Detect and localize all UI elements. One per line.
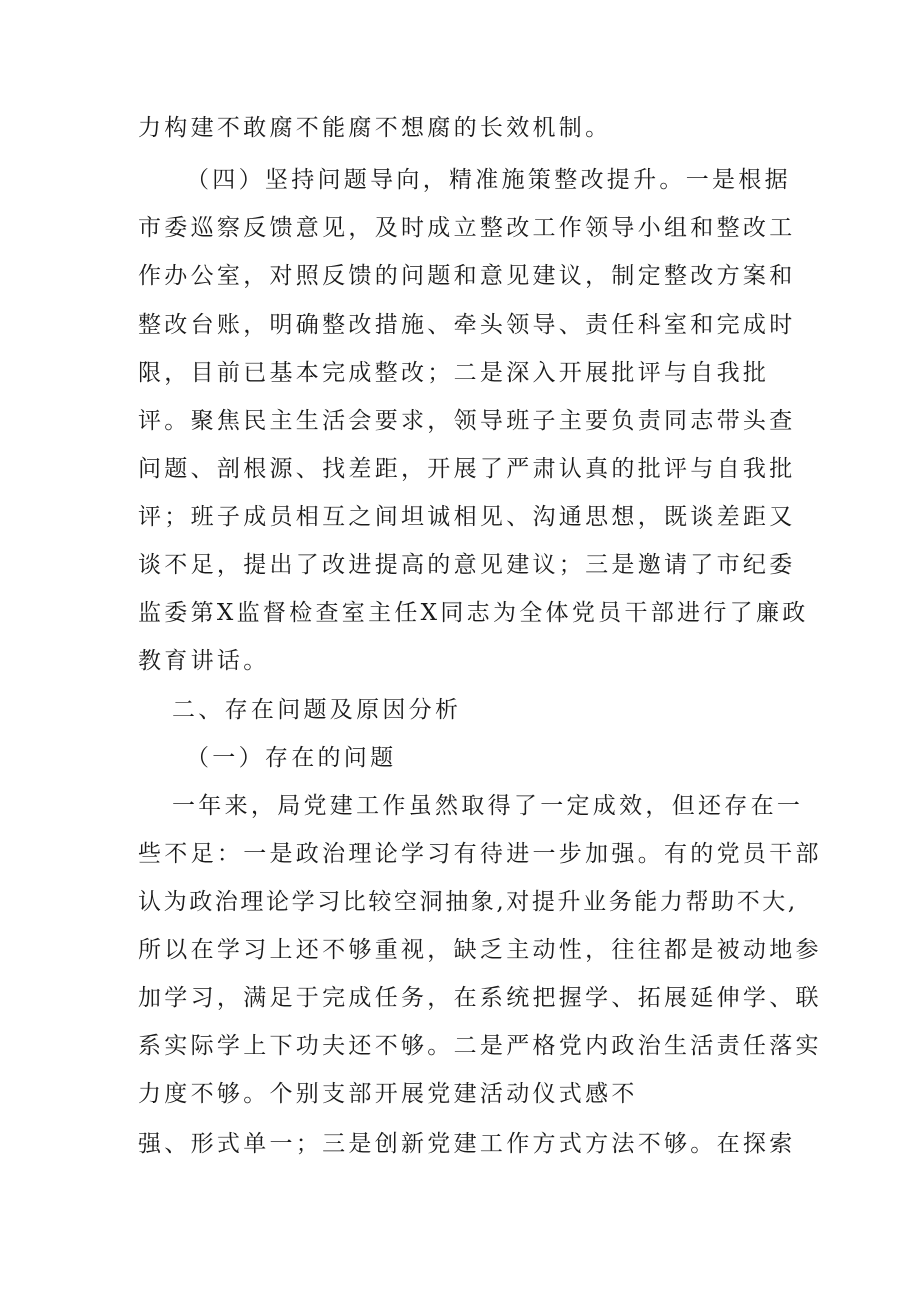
text-line: 作办公室，对照反馈的问题和意见建议，制定整改方案和 xyxy=(138,263,796,289)
section-heading: 二、存在问题及原因分析 xyxy=(172,697,462,723)
text-line: 系实际学上下功夫还不够。二是严格党内政治生活责任落实 xyxy=(138,1033,822,1059)
text-line: 谈不足，提出了改进提高的意见建议；三是邀请了市纪委 xyxy=(138,552,796,578)
subsection-heading: （一）存在的问题 xyxy=(186,745,397,771)
text-line: 监委第X监督检查室主任X同志为全体党员干部进行了廉政 xyxy=(138,600,809,626)
text-line: 问题、剖根源、找差距，开展了严肃认真的批评与自我批 xyxy=(138,456,796,482)
text-line: 加学习，满足于完成任务，在系统把握学、拓展延伸学、联 xyxy=(138,985,822,1011)
text-line: 教育讲话。 xyxy=(138,648,270,674)
text-line: （四）坚持问题导向，精准施策整改提升。一是根据 xyxy=(186,167,791,193)
text-line: 评。聚焦民主生活会要求，领导班子主要负责同志带头查 xyxy=(138,408,796,434)
text-line: 认为政治理论学习比较空洞抽象,对提升业务能力帮助不大, xyxy=(138,889,798,915)
text-line: 限，目前已基本完成整改；二是深入开展批评与自我批 xyxy=(138,360,770,386)
text-line: 一年来，局党建工作虽然取得了一定成效，但还存在一 xyxy=(172,793,804,819)
text-line: 市委巡察反馈意见，及时成立整改工作领导小组和整改工 xyxy=(138,215,796,241)
text-line: 力构建不敢腐不能腐不想腐的长效机制。 xyxy=(138,115,612,141)
text-line: 力度不够。个别支部开展党建活动仪式感不 xyxy=(138,1081,638,1107)
text-line: 些不足：一是政治理论学习有待进一步加强。有的党员干部 xyxy=(138,841,822,867)
text-line: 评；班子成员相互之间坦诚相见、沟通思想，既谈差距又 xyxy=(138,504,796,530)
text-line: 强、形式单一；三是创新党建工作方式方法不够。在探索 xyxy=(138,1131,796,1157)
text-line: 所以在学习上还不够重视，缺乏主动性，往往都是被动地参 xyxy=(138,937,822,963)
text-line: 整改台账，明确整改措施、牵头领导、责任科室和完成时 xyxy=(138,312,796,338)
